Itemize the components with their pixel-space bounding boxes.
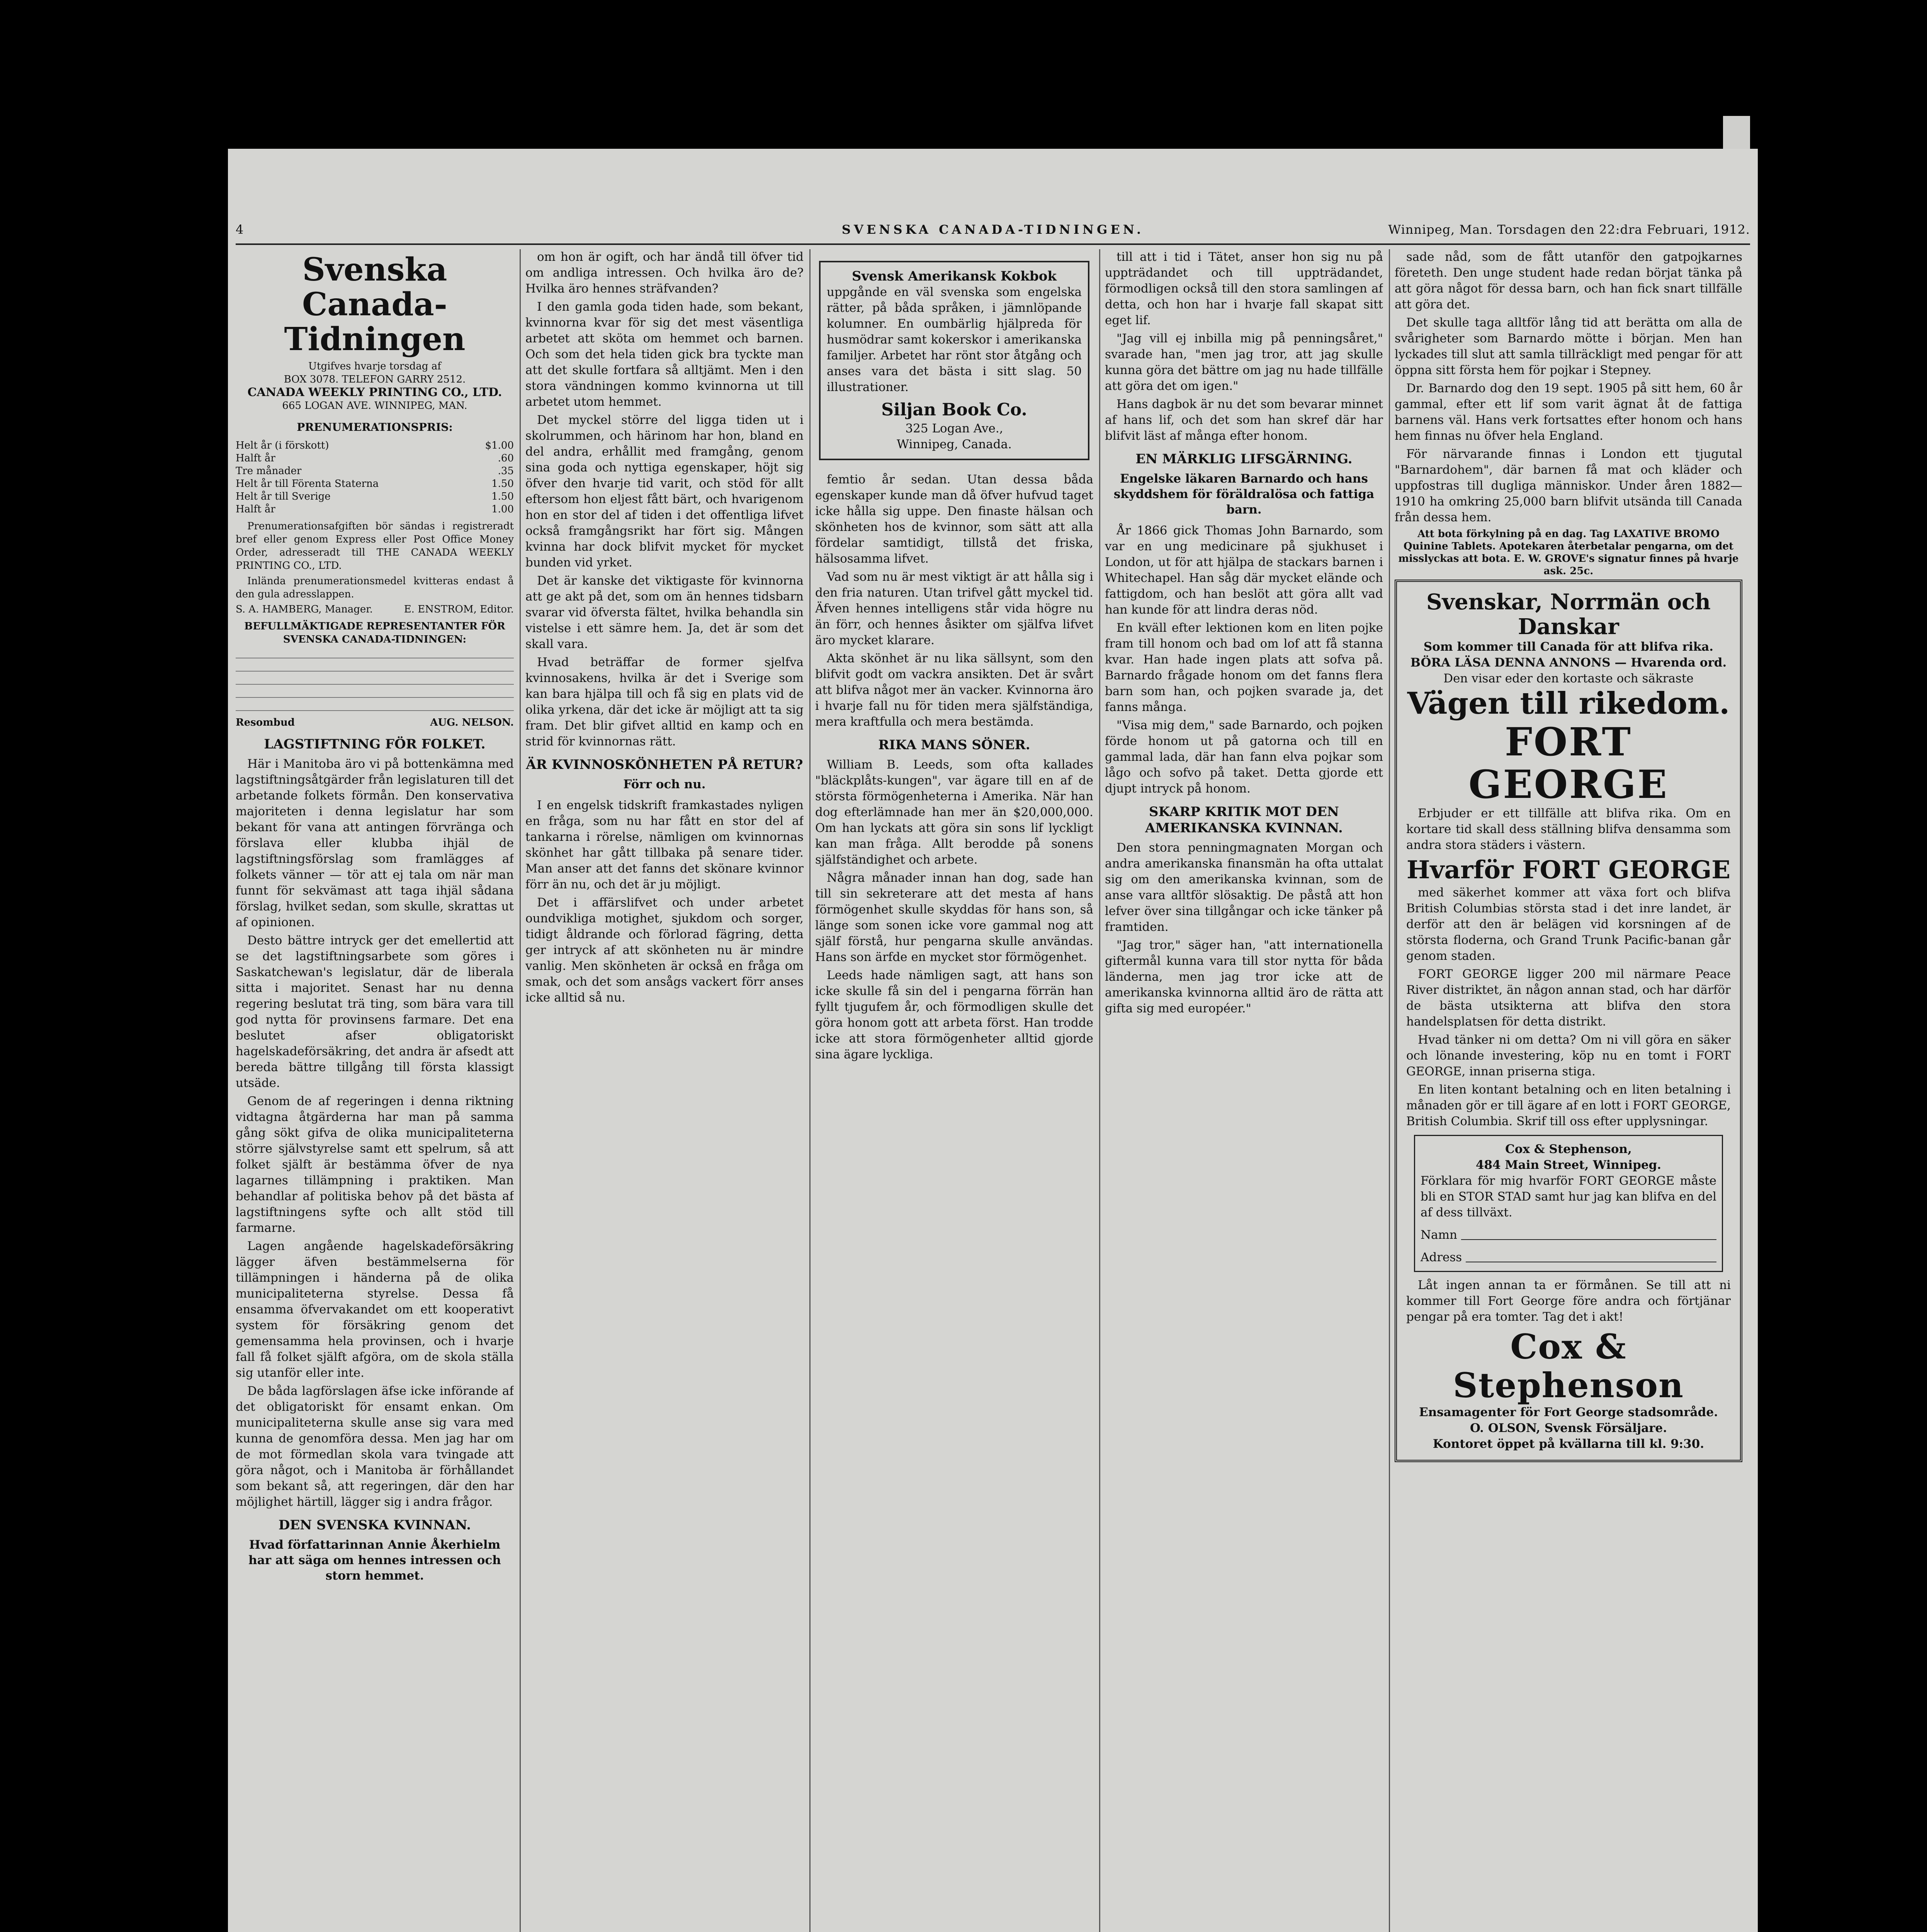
- newspaper-page: [228, 149, 1758, 1932]
- masthead-notice2: Inlända prenumerationsmedel kvitteras endast å den gula adresslappen.: [236, 575, 514, 600]
- article-barnardo-p6: Dr. Barnardo dog den 19 sept. 1905 på sitt hem, 60 år gammal, efter ett lif som varit ägnat åt de fattiga barnens väl. Hans verk fortsattes efter honom och hans hem finnas nu öfver hela England.: [1395, 381, 1742, 443]
- ad-sub3: Den visar eder den kortaste och säkraste: [1443, 672, 1694, 685]
- resebud-name: AUG. NELSON.: [430, 717, 514, 728]
- coupon-name-label: Namn: [1421, 1228, 1457, 1242]
- column-rule-4: [1389, 249, 1390, 1932]
- price-value: $1.00: [485, 440, 514, 451]
- header-rule: [236, 243, 1750, 245]
- price-row: [236, 478, 514, 490]
- price-row: [236, 503, 514, 516]
- kokbok-title: Svensk Amerikansk Kokbok: [852, 269, 1057, 284]
- column-rule-3: [1099, 249, 1100, 1932]
- article-kvinnan-p1: om hon är ogift, och har ändå till öfver tid om andliga intressen. Och hvilka äro de? Hvilka äro hennes sträfvanden?: [525, 250, 804, 296]
- coupon-name-field[interactable]: [1461, 1224, 1716, 1240]
- coupon-address: 484 Main Street, Winnipeg.: [1475, 1158, 1662, 1172]
- article-skonhet-p1: I en engelsk tidskrift framkastades nyligen en fråga, som nu har fått en stor del af tankarna i rörelse, nämligen om kvinnornas skönhet har gått tillbaka på senare tider. Man anser att det fanns det skönare kvinnor förr än nu, och det är ju möjligt.: [525, 798, 804, 891]
- ad-agents: Ensamagenter för Fort George stadsområde.: [1419, 1405, 1718, 1419]
- ad-text2: med säkerhet kommer att växa fort och blifva British Columbias största stad i det inre landet, är derför att den är belägen vid korsningen af de största floderna, och Grand Trunk Pacific-banan går genom staden.: [1406, 886, 1731, 963]
- page-number: 4: [236, 222, 244, 237]
- article-lagstiftning-p1: Här i Manitoba äro vi på bottenkämna med lagstiftningsåtgärder från legislaturen till det arbetande folkets förmån. Den konservativa majoriteten i denna legislatur har som bekant för vana att antingen förvränga och förslava eller klubba ihjäl de lagstiftningsförslag som framlägges af folkets vänner — tör att ej tala om när man funnt för sekvämast att taga ihjäl sådana förslag, hvilket sedan, som skulle, skrattas ut af opinionen.: [236, 757, 514, 929]
- article-barnardo-p3: "Visa mig dem," sade Barnardo, och pojken förde honom ut på gatorna och till en gammal lada, där han fann elva pojkar som lågo och sofvo på taket. Detta gjorde ett djupt intryck på honom.: [1105, 718, 1383, 796]
- article-skonhet-p4: Vad som nu är mest viktigt är att hålla sig i den fria naturen. Utan trifvel gått myckel tid. Äfven hennes intelligens står vida högre nu än förr, och hennes åsikter om själfva lifvet äro mycket klarare.: [815, 570, 1093, 647]
- kokbok-text: uppgånde en väl svenska som engelska rätter, på båda språken, i jämnlöpande kolumner. En oumbärlig hjälpreda för husmödrar samt kokerskor i amerikanska familjer. Arbetet har rönt stor åtgång och anses vara det bästa i sitt slag. 50 illustrationer.: [827, 285, 1082, 394]
- price-term: Halft år: [236, 452, 275, 464]
- price-value: 1.50: [491, 491, 514, 502]
- paper-name: SVENSKA CANADA-TIDNINGEN.: [841, 222, 1144, 237]
- kokbok-advertisement: [819, 261, 1089, 460]
- price-row: [236, 439, 514, 452]
- article-lagstiftning-p2: Desto bättre intryck ger det emellertid att se det lagstiftningsarbete som göres i Saskatchewan's legislatur, där de liberala sitta i majoritet. Senast har nu denna regering beslutat trä ting, som bära vara till god nytta för provinsens farmare. Det ena beslutet afser obligatoriskt hagelskadeförsäkring, det andra är afsedt att bereda bättre tillgång till första klassigt utsäde.: [236, 934, 514, 1090]
- article-lagstiftning-p4: Lagen angående hagelskadeförsäkring lägger äfven bestämmelserna för tillämpningen i händerna på de olika municipaliteterna styrelse. Dessa få ensamma öfvervakandet om ett kooperativt system för försäkring genom det gemensamma hela provinsen, och i hvarje fall få folket själft afgöra, om de skola ställa sig utanför eller inte.: [236, 1239, 514, 1380]
- coupon-address-label: Adress: [1421, 1250, 1462, 1264]
- article-barnardo-p1: År 1866 gick Thomas John Barnardo, som var en ung medicinare på sjukhuset i London, ut för att hjälpa de stackars barnen i Whitechapel. Han såg där mycket elände och fattigdom, och han beslöt att göra allt vad han kunde för att lindra deras nöd.: [1105, 524, 1383, 617]
- masthead-title: [236, 252, 514, 357]
- article-skonhet-p3: femtio år sedan. Utan dessa båda egenskaper kunde man då öfver hufvud taget icke hålla sig uppe. Den finaste hälsan och skönheten hos de kvinnor, som sätt att alla fördelar samtidigt, tillstå det friska, hälsosamma lifvet.: [815, 473, 1093, 566]
- article-kritik-p1: Den stora penningmagnaten Morgan och andra amerikanska finansmän ha ofta uttalat sig om den amerikanska kvinnan, som de anse vara alltför slösaktig. De påstå att hon lefver över sina tillgångar och icke tänker på framtiden.: [1105, 841, 1383, 934]
- article-barnardo-p2: En kväll efter lektionen kom en liten pojke fram till honom och bad om lof att få stanna kvar. Han hade ingen plats att sofva på. Barnardo frågade honom om det fanns flera barn som han, och pojken svarade ja, det fanns många.: [1105, 621, 1383, 714]
- column-5: [1395, 249, 1742, 1932]
- article-kvinnan-title: DEN SVENSKA KVINNAN.: [278, 1517, 471, 1533]
- column-4: [1105, 249, 1383, 1932]
- masthead-notice: Prenumerationsafgiften bör sändas i registreradt bref eller genom Express eller Post Office Money Order, adresseradt till THE CANADA WEEKLY PRINTING CO., LTD.: [236, 520, 514, 571]
- article-barnardo-p7: För närvarande finnas i London ett tjugutal "Barnardohem", där barnen få mat och kläder och uppfostras till dugliga människor. Under åren 1882—1910 ha omkring 25,000 barn blifvit utsända till Canada från dessa hem.: [1395, 447, 1742, 524]
- kokbok-city: Winnipeg, Canada.: [897, 437, 1012, 451]
- ad-place: FORT GEORGE: [1468, 719, 1669, 807]
- article-rika-p5: "Jag vill ej inbilla mig på penningsåret," svarade han, "men jag tror, att jag skulle kunna göra det bättre om jag nu hade tillfälle att göra det om igen.": [1105, 332, 1383, 393]
- coupon-company: Cox & Stephenson,: [1505, 1142, 1632, 1156]
- article-barnardo-p5: Det skulle taga alltför lång tid att berätta om alla de svårigheter som Barnardo mötte i början. Men han lyckades till slut att samla tillräckligt med pengar för att öppna sitt första hem för pojkar i Stepney.: [1395, 316, 1742, 377]
- column-1: [236, 249, 514, 1932]
- staff-line: [236, 603, 514, 616]
- article-barnardo-title: EN MÄRKLIG LIFSGÄRNING.: [1135, 451, 1353, 467]
- coupon-address-field[interactable]: [1466, 1246, 1716, 1262]
- article-barnardo-subtitle: Engelske läkaren Barnardo och hans skyddshem för föräldralösa och fattiga barn.: [1113, 472, 1375, 517]
- article-rika-p6: Hans dagbok är nu det som bevarar minnet af hans lif, och det som han skref där har blifvit läst af många efter honom.: [1105, 397, 1383, 443]
- ad-text4: Hvad tänker ni om detta? Om ni vill göra en säker och lönande investering, köp nu en tomt i FORT GEORGE, innan priserna stiga.: [1406, 1033, 1731, 1078]
- article-skonhet-subtitle: Förr och nu.: [623, 777, 706, 791]
- article-skonhet-title: ÄR KVINNOSKÖNHETEN PÅ RETUR?: [526, 757, 803, 772]
- masthead-title-line2: Tidningen: [284, 321, 466, 358]
- prices-heading: PRENUMERATIONSPRIS:: [297, 421, 453, 434]
- ad-company: Cox & Stephenson: [1453, 1327, 1684, 1405]
- article-barnardo-p4: sade nåd, som de fått utanför den gatpojkarnes företeth. Den unge student hade redan börjat tänka på att göra något för dessa barn, och han fick snart tillfälle att göra det.: [1395, 250, 1742, 311]
- coupon-name-row: [1421, 1221, 1716, 1243]
- article-skonhet-p2: Det i affärslifvet och under arbetet oundvikliga motighet, sjukdom och sorger, tidigt åldrande och förlorad fägring, detta ger intryck af att skönheten nu är mindre vanlig. Men skönheten är också en fråga om smak, och det som ansågs vackert förr anses icke alltid så nu.: [525, 896, 804, 1005]
- article-rika-p2: Några månader innan han dog, sade han till sin sekreterare att det mesta af hans förmögenhet skulle skyddas för hans son, så länge som sonen icke vore gammal nog att själf förstå, hur pengarna skulle användas. Hans son ärfde en mycket stor förmögenhet.: [815, 871, 1093, 964]
- ad-road: Vägen till rikedom.: [1407, 686, 1730, 721]
- article-rika-p3: Leeds hade nämligen sagt, att hans son icke skulle få sin del i pengarna förrän han fyllt tjugufem år, och förmodligen skulle det göra honom gott att arbeta först. Han trodde icke att stora förmögenheter alltid gjorde sina ägare lyckliga.: [815, 968, 1093, 1061]
- masthead-address2: 665 LOGAN AVE. WINNIPEG, MAN.: [282, 400, 467, 412]
- price-term: Halft år: [236, 503, 275, 515]
- column-2: [525, 249, 804, 1932]
- issue-date: Winnipeg, Man. Torsdagen den 22:dra Februari, 1912.: [1388, 222, 1750, 237]
- article-lagstiftning-p5: De båda lagförslagen äfse icke införande af det obligatoriskt för ensamt enkan. Om municipaliteterna skulle anse sig vara med kunna de genomföra dessa. Men jag har om de mot förmedlan skola vara tvingade att göra något, och i Manitoba är förhållandet som bekant så, att regeringen, där den har möjlighet härtill, lägger sig i andra frågor.: [236, 1384, 514, 1509]
- article-rika-p4: till att i tid i Tätet, anser hon sig nu på uppträdandet och till uppträdandet, förmodligen också till den stora samlingen af detta, och hon har i hvarje fall skapat sitt eget lif.: [1105, 250, 1383, 327]
- article-lagstiftning-title: LAGSTIFTNING FÖR FOLKET.: [264, 736, 486, 752]
- manager-name: S. A. HAMBERG, Manager.: [236, 604, 373, 615]
- column-3: [815, 249, 1093, 1932]
- price-term: Helt år (i förskott): [236, 440, 329, 451]
- price-term: Helt år till Sverige: [236, 491, 331, 502]
- coupon-address-row: [1421, 1243, 1716, 1265]
- price-term: Helt år till Förenta Staterna: [236, 478, 379, 490]
- masthead-publisher: CANADA WEEKLY PRINTING CO., LTD.: [247, 386, 502, 399]
- price-value: .60: [498, 452, 514, 464]
- kokbok-company: Siljan Book Co.: [881, 400, 1027, 420]
- column-rule-1: [520, 249, 521, 1932]
- ad-text5: En liten kontant betalning och en liten betalning i månaden gör er till ägare af en lott i FORT GEORGE, British Columbia. Skrif till oss efter upplysningar.: [1406, 1083, 1731, 1128]
- price-term: Tre månader: [236, 465, 302, 477]
- article-kvinnan-p4: Det är kanske det viktigaste för kvinnorna att ge akt på det, som om än hennes tidsbarn svarar vid öfversta fältet, hvilka behandla sin vistelse i ett sämre hem. Ja, det är som det skall vara.: [525, 574, 804, 651]
- price-row: [236, 465, 514, 478]
- resebud-line: [236, 716, 514, 729]
- column-rule-2: [809, 249, 811, 1932]
- price-value: .35: [498, 465, 514, 477]
- article-kritik-p2: "Jag tror," säger han, "att internationella giftermål kunna vara till stor nytta för båda länderna, men jag tror icke att de amerikanska kvinnorna alltid äro de rätta att gifta sig med européer.": [1105, 938, 1383, 1015]
- article-rika-p1: William B. Leeds, som ofta kallades "bläckplåts-kungen", var ägare till en af de största förmögenheterna i Amerika. När han dog efterlämnade han mer än $20,000,000. Om han lyckats att göra sin sons lif lyckligt kan man fråga. Allt berodde på sonens själfständighet och arbete.: [815, 758, 1093, 867]
- laxative-notice: Att bota förkylning på en dag. Tag LAXATIVE BROMO Quinine Tablets. Apotekaren återbetalar pengarna, om det misslyckas att bota. E. W. GROVE's signatur finnes på hvarje ask. 25c.: [1398, 528, 1739, 577]
- masthead-title-line1: Svenska Canada-: [302, 251, 447, 323]
- article-lagstiftning-p3: Genom de af regeringen i denna riktning vidtagna åtgärderna har man på samma gång sökt gifva de olika municipaliteterna större självstyrelse samt ett spelrum, så att folket själft är bestämma öfver de nya lagarnes tillämpning i praktiken. Man behandlar af politiska behov på det bästa af lagstiftningens syfte och allt stöd till farmarne.: [236, 1094, 514, 1235]
- ad-seller: O. OLSON, Svensk Försäljare.: [1470, 1421, 1667, 1435]
- ad-text3: FORT GEORGE ligger 200 mil närmare Peace River distriktet, än någon annan stad, och har därför de bästa utsikterna att blifva den stora handelsplatsen för detta distrikt.: [1406, 967, 1731, 1029]
- running-header: [236, 222, 1750, 245]
- fort-george-advertisement: [1395, 580, 1742, 1462]
- ad-title: Svenskar, Norrmän och Danskar: [1426, 589, 1711, 639]
- ad-text1: Erbjuder er ett tillfälle att blifva rika. Om en kortare tid skall dess ställning blifva densamma som andra stora städers i västern.: [1406, 806, 1731, 852]
- article-rika-title: RIKA MANS SÖNER.: [878, 737, 1030, 753]
- masthead-address1: BOX 3078. TELEFON GARRY 2512.: [284, 374, 466, 385]
- article-skonhet-p5: Akta skönhet är nu lika sällsynt, som den blifvit godt om vackra ansikten. Det är svårt att blifva något mer än vacker. Kvinnorna äro i hvarje fall nu för tiden mera själfständiga, mera kraftfulla och mera bestämda.: [815, 651, 1093, 729]
- ad-coupon[interactable]: [1414, 1135, 1723, 1272]
- article-kvinnan-p5: Hvad beträffar de former sjelfva kvinnosakens, hvilka är det i Sverige som kan bara hjälpa till och få sig en plats vid de olika yrkena, där det icke är möjligt att ta sig fram. Det blir gifvet alltid en kamp och en strid för kvinnornas rätt.: [525, 655, 804, 748]
- ad-text6: Låt ingen annan ta er förmånen. Se till att ni kommer till Fort George före andra och förtjänar pengar på era tomter. Tag det i akt!: [1406, 1278, 1731, 1324]
- price-row: [236, 452, 514, 465]
- ad-hours: Kontoret öppet på kvällarna till kl. 9:30.: [1433, 1437, 1704, 1451]
- ad-sub2: BÖRA LÄSA DENNA ANNONS — Hvarenda ord.: [1410, 656, 1727, 670]
- price-row: [236, 490, 514, 503]
- coupon-text: Förklara för mig hvarför FORT GEORGE måste bli en STOR STAD samt hur jag kan blifva en del af dess tillväxt.: [1421, 1174, 1716, 1219]
- ad-sub1: Som kommer till Canada för att blifva rika.: [1423, 640, 1714, 654]
- agents-heading: BEFULLMÄKTIGADE REPRESENTANTER FÖR SVENSKA CANADA-TIDNINGEN:: [244, 621, 505, 645]
- article-kritik-title: SKARP KRITIK MOT DEN AMERIKANSKA KVINNAN.: [1145, 804, 1343, 836]
- agents-list: [236, 648, 514, 714]
- ad-why: Hvarför FORT GEORGE: [1406, 855, 1731, 884]
- article-kvinnan-subtitle: Hvad författarinnan Annie Åkerhielm har att säga om hennes intressen och storn hemmet.: [248, 1538, 501, 1583]
- price-value: 1.50: [491, 478, 514, 490]
- masthead-tagline: Utgifves hvarje torsdag af: [308, 361, 441, 372]
- price-value: 1.00: [491, 503, 514, 515]
- resebud-label: Resombud: [236, 717, 295, 728]
- editor-name: E. ENSTROM, Editor.: [404, 604, 514, 615]
- kokbok-address: 325 Logan Ave.,: [905, 422, 1003, 435]
- price-list: [236, 439, 514, 516]
- article-kvinnan-p2: I den gamla goda tiden hade, som bekant, kvinnorna kvar för sig det mest väsentliga arbetet att sköta om hemmet och barnen. Och som det hela tiden gick bra tyckte man att det skulle fortfara så alltjämt. Men i den stora vändningen kommo kvinnorna ut till arbetet utom hemmet.: [525, 300, 804, 409]
- article-kvinnan-p3: Det myckel större del ligga tiden ut i skolrummen, och härinom har hon, bland en del andra, erhållit med framgång, genom sina goda och nyttiga egenskaper, höjt sig öfver den hvarje tid varit, och stöd för allt eftersom hon eljest fått bärt, och hvarigenom hon en stor del af tiden i det offentliga lifvet också framgångsrikt har fört sig. Mången kvinna har dock blifvit mycket för mycket bunden vid yrket.: [525, 413, 804, 570]
